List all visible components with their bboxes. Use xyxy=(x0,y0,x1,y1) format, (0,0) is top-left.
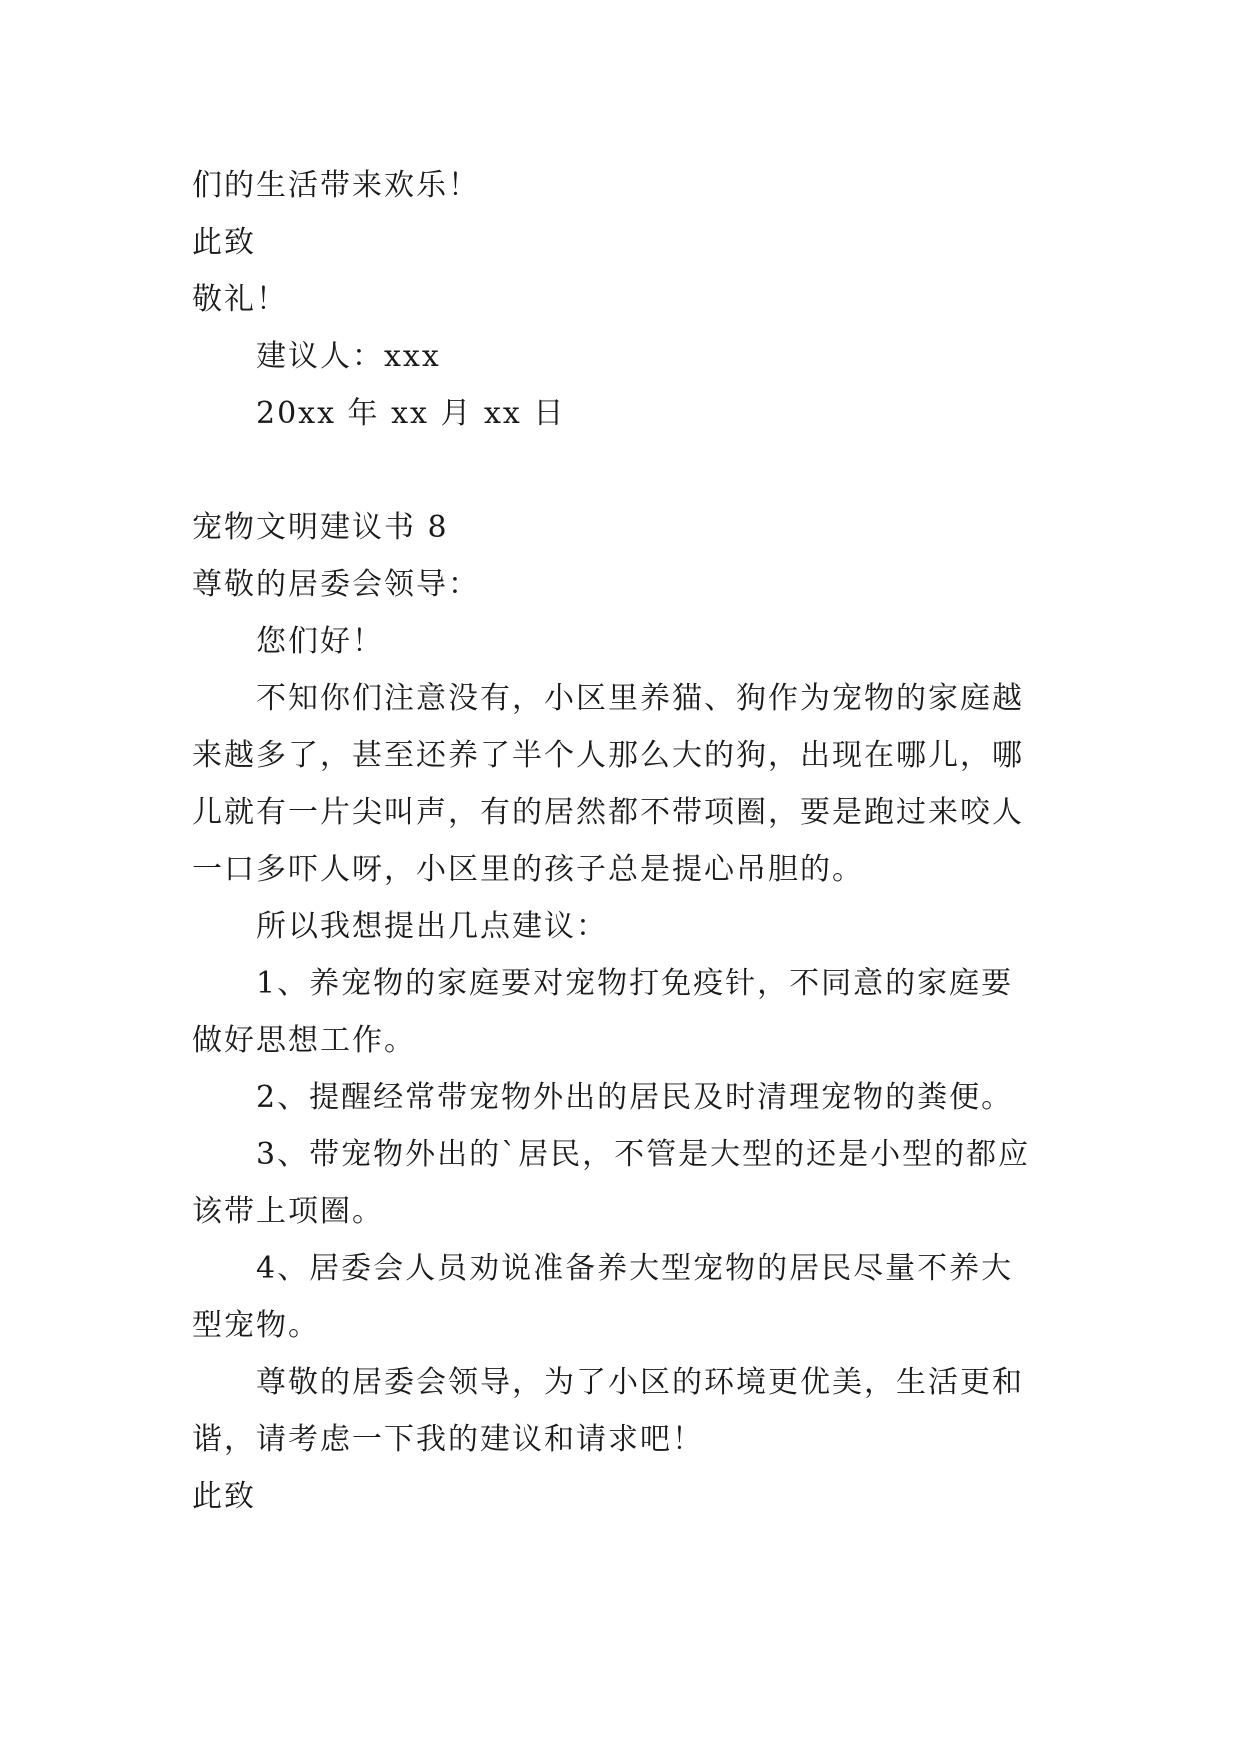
prev-salutation-1: 此致 xyxy=(192,225,256,260)
body-line: 做好思想工作。 xyxy=(192,1023,416,1058)
prev-signer: 建议人：xxx xyxy=(256,339,441,374)
body-line: 不知你们注意没有，小区里养猫、狗作为宠物的家庭越 xyxy=(256,681,1024,716)
body-line: 型宠物。 xyxy=(192,1308,320,1343)
body-line: 1、养宠物的家庭要对宠物打免疫针，不同意的家庭要 xyxy=(256,966,1014,1001)
body-line: 来越多了，甚至还养了半个人那么大的狗，出现在哪儿，哪 xyxy=(192,738,1024,773)
body-line: 该带上项圈。 xyxy=(192,1194,384,1229)
body-line: 2、提醒经常带宠物外出的居民及时清理宠物的粪便。 xyxy=(256,1080,1014,1115)
body-line: 3、带宠物外出的`居民，不管是大型的还是小型的都应 xyxy=(256,1137,1031,1172)
prev-date: 20xx 年 xx 月 xx 日 xyxy=(256,396,566,431)
body-line: 所以我想提出几点建议： xyxy=(256,909,608,944)
letter-addressee: 尊敬的居委会领导： xyxy=(192,567,480,602)
body-line: 儿就有一片尖叫声，有的居然都不带项圈，要是跑过来咬人 xyxy=(192,795,1024,830)
letter-title: 宠物文明建议书 8 xyxy=(192,510,449,545)
body-line: 谐，请考虑一下我的建议和请求吧！ xyxy=(192,1422,704,1457)
body-line: 一口多吓人呀，小区里的孩子总是提心吊胆的。 xyxy=(192,852,864,887)
body-line: 尊敬的居委会领导，为了小区的环境更优美，生活更和 xyxy=(256,1365,1024,1400)
body-line: 4、居委会人员劝说准备养大型宠物的居民尽量不养大 xyxy=(256,1251,1014,1286)
prev-salutation-2: 敬礼！ xyxy=(192,282,288,317)
prev-closing-line: 们的生活带来欢乐！ xyxy=(192,168,480,203)
letter-salutation: 此致 xyxy=(192,1479,256,1514)
letter-greeting: 您们好！ xyxy=(256,624,384,659)
